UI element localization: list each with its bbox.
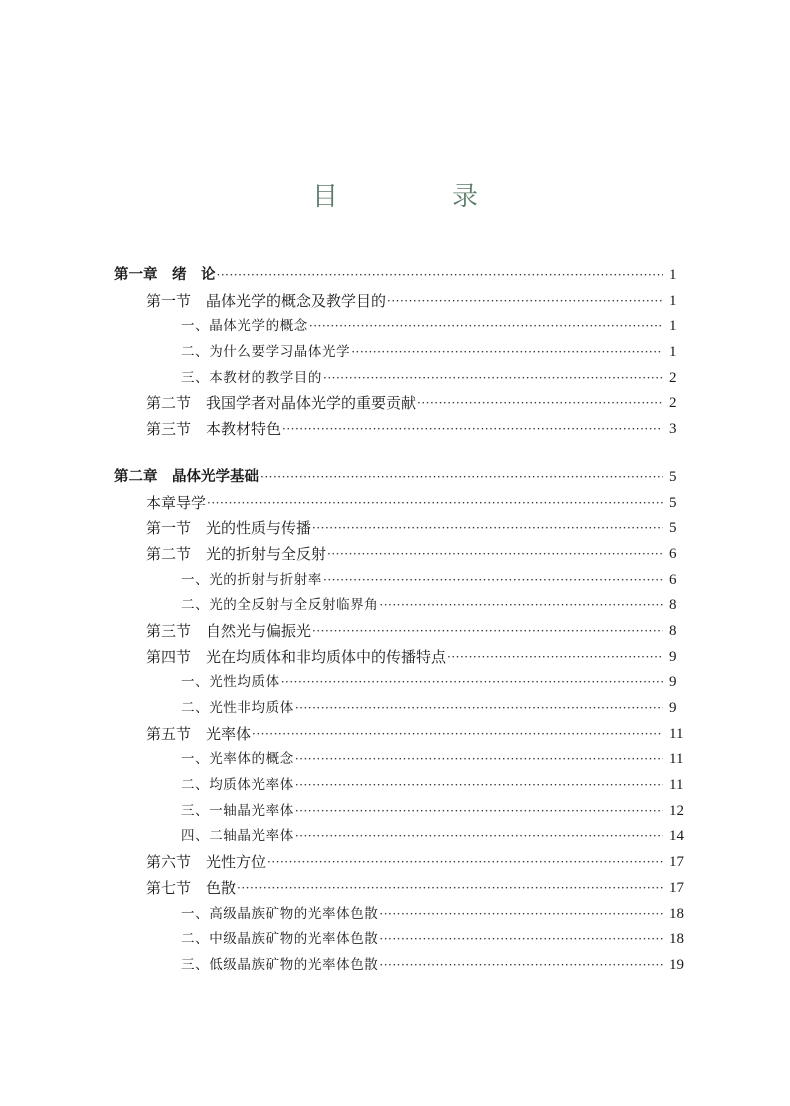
toc-page-number: 1 (669, 344, 677, 361)
toc-page-number: 5 (669, 494, 677, 511)
toc-entry-label: 本章导学 (146, 493, 207, 512)
toc-entry-label: 第五节 光率体 (146, 724, 252, 743)
toc-section-entry[interactable] (0, 289, 790, 315)
toc-page-number: 19 (669, 956, 684, 973)
dot-leader (312, 516, 663, 542)
toc-entry-label: 二、光性非均质体 (181, 700, 294, 716)
toc-entry-label: 第一章 绪 论 (114, 267, 216, 283)
toc-entry-label: 第一节 晶体光学的概念及教学目的 (146, 291, 387, 310)
toc-entry-label: 三、本教材的教学目的 (181, 369, 322, 386)
toc-subsection-entry[interactable] (0, 902, 790, 928)
toc-entry-label: 第六节 光性方位 (146, 853, 267, 872)
toc-section-entry[interactable] (0, 722, 790, 748)
toc-subsection-entry[interactable] (0, 799, 790, 825)
dot-leader (217, 263, 664, 289)
toc-page-number: 18 (669, 931, 684, 948)
toc-entry-label: 三、一轴晶光率体 (181, 802, 294, 819)
toc-entry-label: 第二节 光的折射与全反射 (146, 544, 327, 563)
dot-leader (295, 773, 663, 799)
toc-page-number: 14 (669, 828, 684, 845)
toc-chapter-block (0, 263, 790, 443)
dot-leader (295, 799, 663, 825)
toc-page-number: 6 (669, 571, 677, 588)
dot-leader (309, 314, 663, 340)
toc-section-entry[interactable] (0, 850, 790, 876)
toc-subsection-entry[interactable] (0, 953, 790, 979)
page-title: 目 录 (311, 182, 522, 212)
toc-page-number: 8 (669, 622, 677, 639)
dot-leader (312, 619, 663, 645)
toc-subsection-entry[interactable] (0, 593, 790, 619)
toc-page-number: 2 (669, 369, 677, 386)
toc-subsection-entry[interactable] (0, 927, 790, 953)
dot-leader (252, 722, 663, 748)
toc-entry-label: 一、光的折射与折射率 (181, 571, 322, 588)
toc-section-entry[interactable] (0, 491, 790, 517)
toc-page-number: 2 (669, 395, 677, 412)
toc-entry-label: 二、均质体光率体 (181, 777, 294, 794)
dot-leader (295, 824, 663, 850)
toc-entry-label: 三、低级晶族矿物的光率体色散 (181, 956, 379, 973)
toc-entry-label: 第二章 晶体光学基础 (114, 468, 259, 485)
toc-page-number: 12 (669, 802, 684, 819)
toc-page-number: 5 (669, 468, 677, 485)
toc-page-number: 8 (669, 597, 677, 614)
dot-leader (323, 366, 663, 392)
toc-entry-label: 二、光的全反射与全反射临界角 (181, 597, 379, 614)
toc-page-number: 17 (669, 854, 684, 871)
toc-subsection-entry[interactable] (0, 366, 790, 392)
dot-leader (207, 491, 663, 517)
toc-entry-label: 一、晶体光学的概念 (181, 318, 308, 335)
toc-page-number: 11 (669, 725, 684, 742)
dot-leader (267, 850, 663, 876)
toc-section-entry[interactable] (0, 619, 790, 645)
dot-leader (282, 417, 663, 443)
toc-page-number: 1 (669, 318, 677, 335)
toc-page-number: 9 (669, 648, 677, 665)
toc-entry-label: 第三节 自然光与偏振光 (146, 621, 312, 640)
toc-page-number: 9 (669, 700, 677, 716)
table-of-contents (0, 263, 790, 1001)
dot-leader (351, 340, 663, 366)
toc-page-number: 17 (669, 879, 684, 896)
toc-entry-label: 一、光率体的概念 (181, 751, 294, 768)
toc-subsection-entry[interactable] (0, 340, 790, 366)
toc-chapter-block (0, 465, 790, 979)
toc-entry-label: 第二节 我国学者对晶体光学的重要贡献 (146, 394, 417, 413)
toc-subsection-entry[interactable] (0, 773, 790, 799)
toc-page-number: 6 (669, 545, 677, 562)
toc-page-number: 3 (669, 421, 677, 438)
toc-page-number: 11 (669, 751, 684, 768)
toc-page-number: 18 (669, 905, 684, 922)
toc-page-number: 1 (669, 292, 677, 309)
dot-leader (379, 902, 663, 928)
toc-chapter-entry[interactable] (0, 465, 790, 491)
toc-section-entry[interactable] (0, 417, 790, 443)
dot-leader (387, 289, 663, 315)
toc-entry-label: 第一节 光的性质与传播 (146, 519, 312, 538)
toc-entry-label: 第七节 色散 (146, 878, 237, 897)
dot-leader (379, 953, 663, 979)
toc-subsection-entry[interactable] (0, 824, 790, 850)
toc-entry-label: 四、二轴晶光率体 (181, 828, 294, 845)
dot-leader (281, 670, 663, 696)
toc-entry-label: 第四节 光在均质体和非均质体中的传播特点 (146, 647, 447, 666)
dot-leader (379, 927, 663, 953)
dot-leader (447, 645, 663, 671)
toc-entry-label: 一、光性均质体 (181, 674, 280, 691)
toc-subsection-entry[interactable] (0, 568, 790, 594)
toc-chapter-entry[interactable] (0, 263, 790, 289)
toc-page-number: 5 (669, 520, 677, 537)
dot-leader (327, 542, 663, 568)
toc-subsection-entry[interactable] (0, 696, 790, 722)
toc-subsection-entry[interactable] (0, 747, 790, 773)
dot-leader (379, 593, 663, 619)
dot-leader (260, 465, 663, 491)
toc-section-entry[interactable] (0, 876, 790, 902)
toc-subsection-entry[interactable] (0, 670, 790, 696)
toc-page-number: 1 (669, 267, 677, 283)
toc-page-number: 9 (669, 674, 677, 691)
toc-section-entry[interactable] (0, 516, 790, 542)
toc-section-entry[interactable] (0, 645, 790, 671)
toc-entry-label: 二、中级晶族矿物的光率体色散 (181, 931, 379, 948)
toc-entry-label: 一、高级晶族矿物的光率体色散 (181, 905, 379, 922)
toc-entry-label: 二、为什么要学习晶体光学 (181, 344, 351, 361)
dot-leader (323, 568, 663, 594)
dot-leader (295, 696, 663, 722)
dot-leader (417, 391, 663, 417)
dot-leader (295, 747, 663, 773)
toc-subsection-entry[interactable] (0, 314, 790, 340)
toc-section-entry[interactable] (0, 391, 790, 417)
dot-leader (237, 876, 663, 902)
toc-entry-label: 第三节 本教材特色 (146, 420, 282, 439)
toc-section-entry[interactable] (0, 542, 790, 568)
toc-page-number: 11 (669, 777, 684, 794)
